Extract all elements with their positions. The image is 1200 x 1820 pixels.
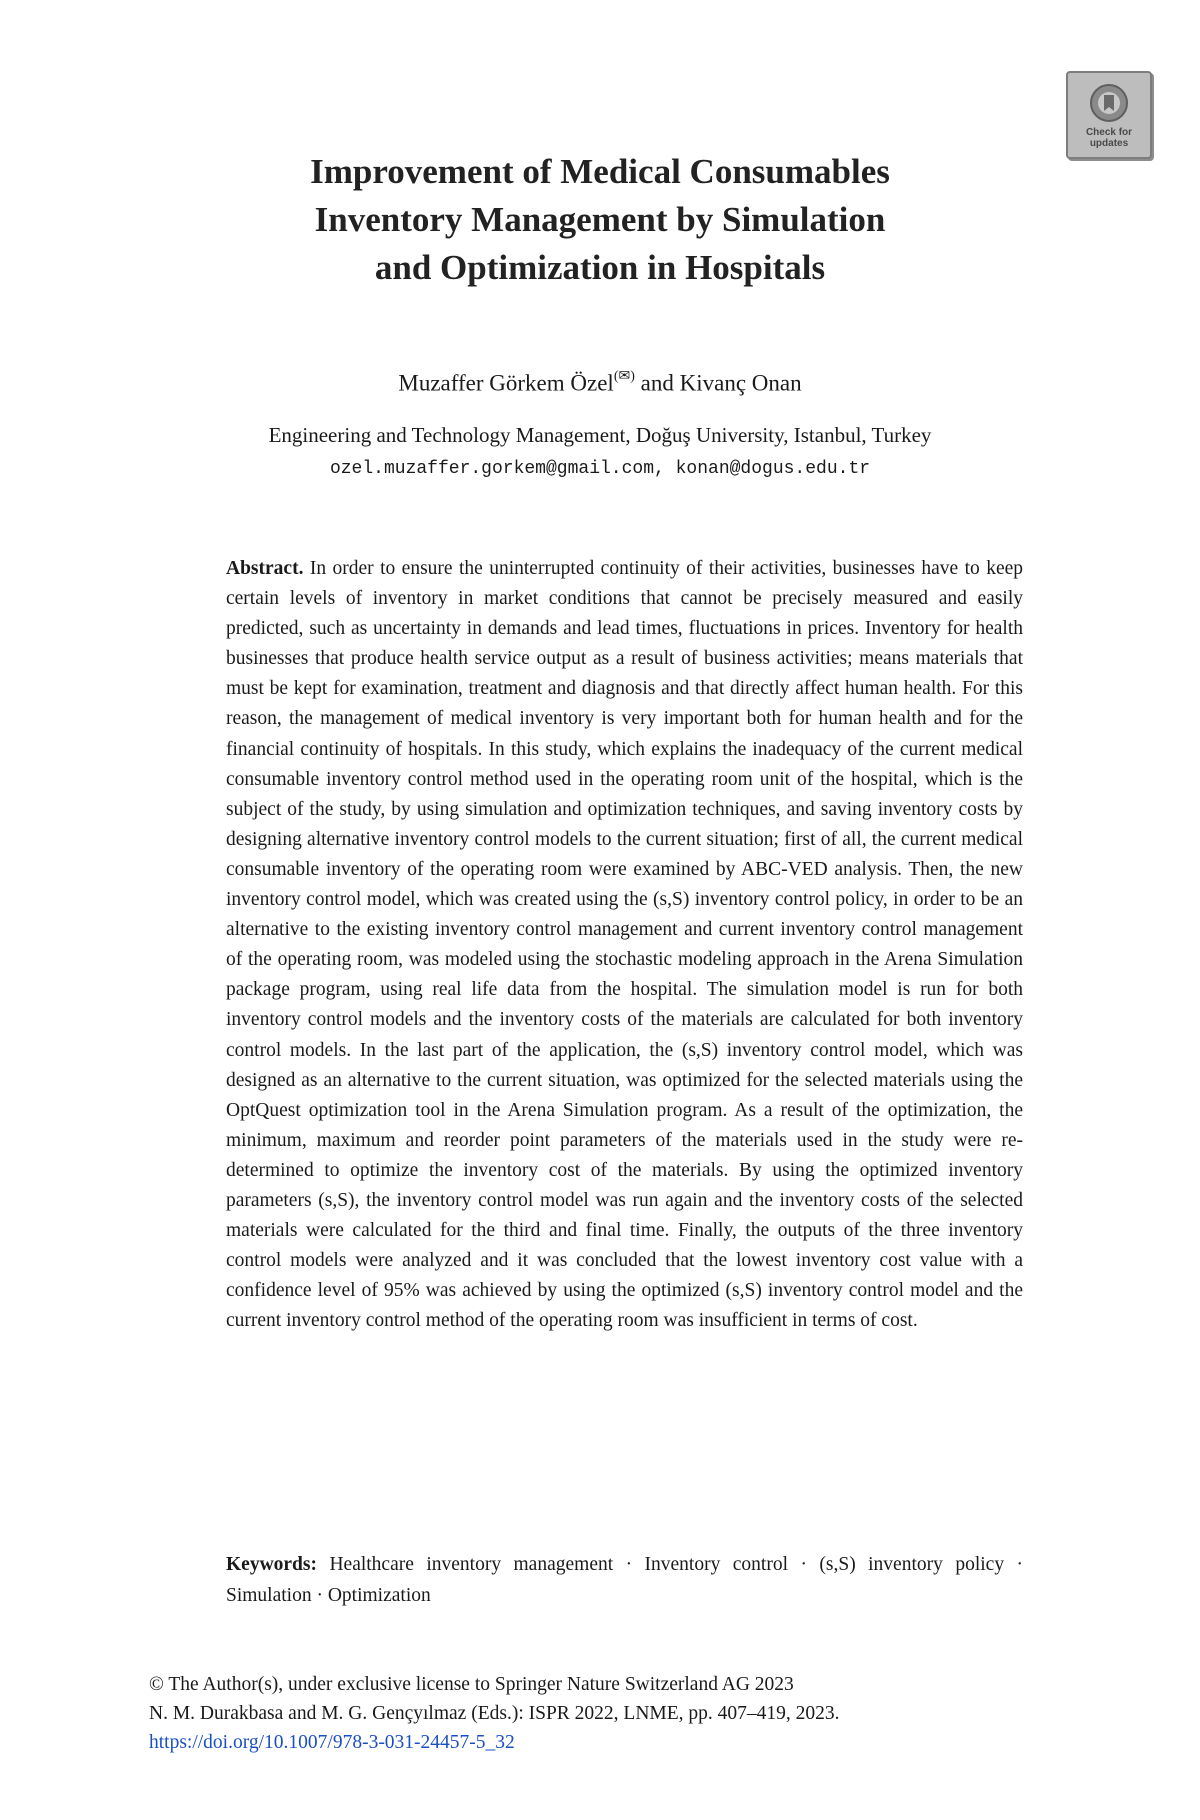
citation: N. M. Durakbasa and M. G. Gençyılmaz (Eds.): ISPR 2022, LNME, pp. 407–419, 2023. <box>149 1703 840 1724</box>
author-name: Kivanç Onan <box>679 370 802 396</box>
doi-link[interactable]: https://doi.org/10.1007/978-3-031-24457-5_32 <box>149 1732 515 1753</box>
keywords-label: Keywords: <box>226 1554 317 1575</box>
affiliation: Engineering and Technology Management, Doğuş University, Istanbul, Turkey <box>268 423 932 447</box>
paper-title <box>150 148 1050 292</box>
check-for-updates-badge[interactable] <box>1066 71 1152 159</box>
author-emails: ozel.muzaffer.gorkem@gmail.com, konan@dogus.edu.tr <box>329 459 871 479</box>
abstract-label: Abstract. <box>226 558 304 579</box>
author-conjunction: and <box>634 370 680 396</box>
author-line <box>150 364 1050 399</box>
author-name: Muzaffer Görkem Özel <box>398 370 614 396</box>
badge-label-line1: Check for <box>1085 127 1133 138</box>
title-line: and Optimization in Hospitals <box>374 248 826 287</box>
badge-label-line2: updates <box>1089 138 1129 149</box>
copyright-notice: © The Author(s), under exclusive license to Springer Nature Switzerland AG 2023 <box>149 1674 794 1695</box>
keywords-text: Healthcare inventory management · Inventory control · (s,S) inventory policy · Simulation · Optimization <box>226 1554 1024 1606</box>
abstract <box>226 554 1023 1336</box>
title-line: Improvement of Medical Consumables <box>310 152 890 191</box>
bookmark-icon <box>1087 81 1131 125</box>
copyright-footer <box>149 1670 1049 1757</box>
keywords <box>226 1550 1023 1611</box>
corresponding-author-mark: (✉) <box>613 369 635 384</box>
title-line: Inventory Management by Simulation <box>314 200 886 239</box>
abstract-text: In order to ensure the uninterrupted continuity of their activities, businesses have to keep certain levels of inventory in market conditions that cannot be precisely measured and easily predicted, such as uncertainty in demands and lead times, fluctuations in prices. Inventory for health businesses that produce health service output as a result of business activities; means materials that must be kept for examination, treatment and diagnosis and that directly affect human health. For this reason, the management of medical inventory is very important both for human health and for the financial continuity of hospitals. In this study, which explains the inadequacy of the current medical consumable inventory control method used in the operating room unit of the hospital, which is the subject of the study, by using simulation and optimization techniques, and saving inventory costs by designing alternative inventory control models to the current situation; first of all, the current medical consumable inventory of the operating room were examined by ABC-VED analysis. Then, the new inventory control model, which was created using the (s,S) inventory control policy, in order to be an alternative to the existing inventory control management and current inventory control management of the operating room, was modeled using the stochastic modeling approach in the Arena Simulation package program, using real life data from the hospital. The simulation model is run for both inventory control models and the inventory costs of the materials are calculated for both inventory control models. In the last part of the application, the (s,S) inventory control model, which was designed as an alternative to the current situation, was optimized for the selected materials using the OptQuest optimization tool in the Arena Simulation program. As a result of the optimization, the minimum, maximum and reorder point parameters of the materials used in the study were re-determined to optimize the inventory cost of the materials. By using the optimized inventory parameters (s,S), the inventory control model was run again and the inventory costs of the selected materials were calculated for the third and final time. Finally, the outputs of the three inventory control models were analyzed and it was concluded that the lowest inventory cost value with a confidence level of 95% was achieved by using the optimized (s,S) inventory control model and the current inventory control method of the operating room was insufficient in terms of cost. <box>226 558 1024 1332</box>
